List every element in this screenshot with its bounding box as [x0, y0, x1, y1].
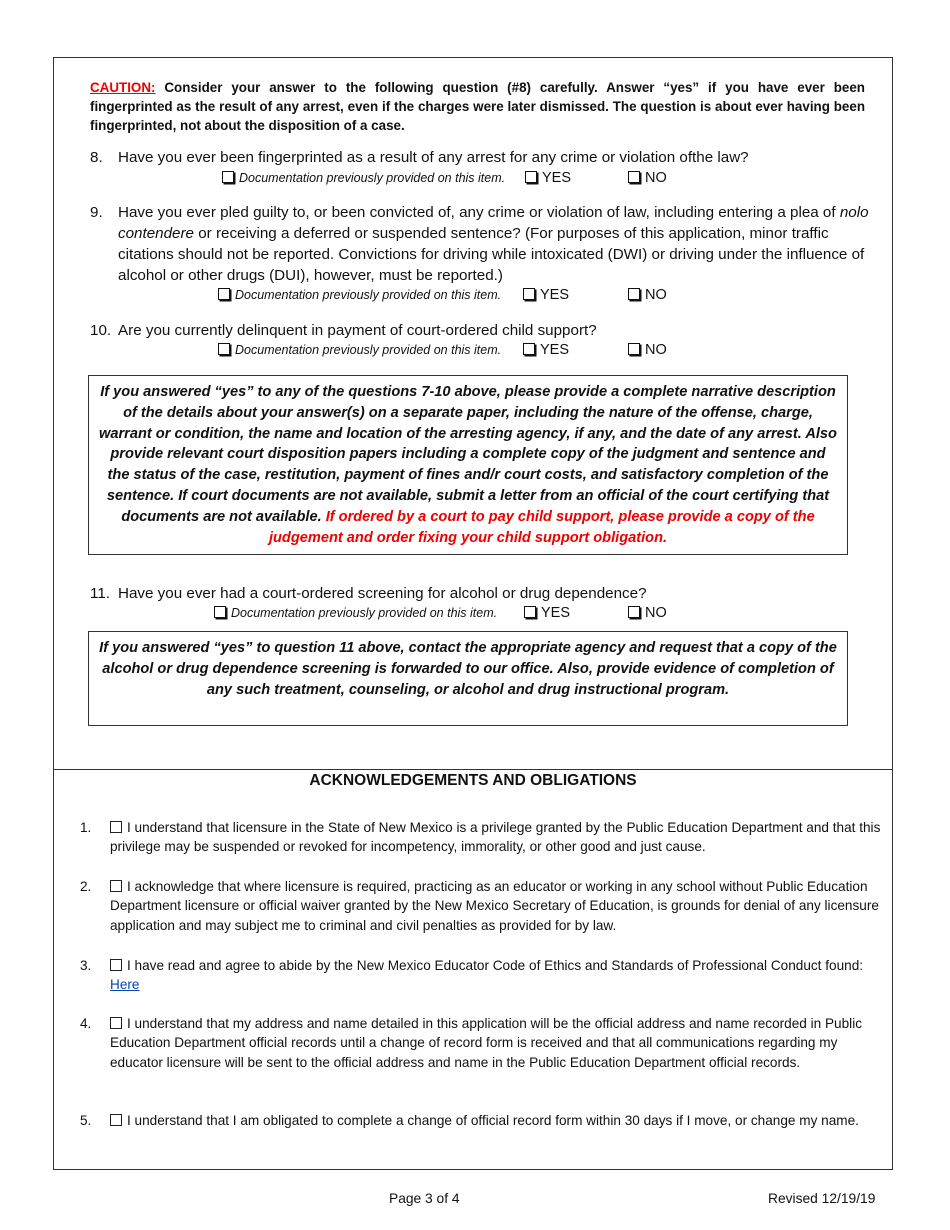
no-option[interactable]	[628, 285, 667, 305]
ack-text	[110, 1111, 892, 1130]
checkbox-icon[interactable]	[214, 606, 226, 618]
yes-option[interactable]	[524, 603, 570, 623]
question-text-italic: nolo contendere	[118, 204, 869, 242]
instruction-text: If you answered “yes” to question 11 above, contact the appropriate agency and request that a copy of the alcohol or drug dependence screening is forwarded to our office. Also, provide evidence of completion of any such treatment, counseling, or alcohol and drug instructional program.	[99, 640, 837, 698]
no-label: NO	[645, 605, 667, 621]
doc-provided-label: Documentation previously provided on this item.	[235, 343, 502, 357]
ack-number: 4.	[80, 1016, 92, 1031]
doc-provided-label: Documentation previously provided on this item.	[239, 171, 506, 185]
question-text	[118, 202, 870, 286]
caution-label: CAUTION:	[90, 80, 156, 95]
question-number: 8.	[90, 149, 103, 166]
ack-statement: I have read and agree to abide by the New Mexico Educator Code of Ethics and Standards of Professional Conduct found:	[127, 958, 864, 973]
code-of-ethics-link[interactable]: Here	[110, 977, 140, 993]
checkbox-icon[interactable]	[218, 343, 230, 355]
ack-number: 3.	[80, 958, 92, 973]
ack-text	[110, 877, 892, 935]
question-11-options	[214, 603, 674, 623]
yes-label: YES	[542, 170, 572, 186]
no-option[interactable]	[628, 603, 667, 623]
question-10-options	[218, 340, 678, 360]
question-8-options	[222, 168, 682, 188]
question-number: 11.	[90, 585, 110, 602]
instruction-text: If you answered “yes” to any of the questions 7-10 above, please provide a complete narrative description of the details about your answer(s) on a separate paper, including the nature of the offense, charge, warrant or condition, the name and location of the arresting agency, if any, and the date of any arrest. Also provide relevant court disposition papers including a complete copy of the judgment and sentence and the status of the case, restitution, payment of fines and/r court costs, and satisfactory completion of the sentence. If court documents are not available, submit a letter from an official of the court certifying that documents are not available.	[99, 384, 837, 525]
instruction-box-questions-7-10	[88, 375, 848, 555]
checkbox-icon[interactable]	[218, 288, 230, 300]
no-label: NO	[645, 287, 667, 303]
no-label: NO	[645, 170, 667, 186]
page-number: Page 3 of 4	[389, 1191, 460, 1206]
caution-text: Consider your answer to the following question (#8) carefully. Answer “yes” if you have ever been fingerprinted as the result of any arrest, even if the charges were later dismissed. The question is about ever having been fingerprinted, not about the disposition of a case.	[90, 80, 865, 133]
checkbox-icon[interactable]	[525, 171, 537, 183]
yes-option[interactable]	[525, 168, 571, 188]
ack-statement: I understand that I am obligated to complete a change of official record form within 30 days if I move, or change my name.	[127, 1113, 859, 1128]
checkbox-icon[interactable]	[628, 606, 640, 618]
yes-label: YES	[540, 287, 570, 303]
no-option[interactable]	[628, 340, 667, 360]
ack-statement: I understand that my address and name detailed in this application will be the official address and name recorded in Public Education Department official records until a change of record form is received and that all communications regarding my educator licensure will be sent to the official address and name in the Public Education Department official records.	[110, 1016, 863, 1070]
ack-statement: I understand that licensure in the State of New Mexico is a privilege granted by the Public Education Department and that this privilege may be suspended or revoked for incompetency, immorality, or other good and just cause.	[110, 820, 881, 855]
ack-text	[110, 818, 892, 857]
ack-checkbox[interactable]	[110, 1114, 122, 1126]
question-text: Are you currently delinquent in payment of court-ordered child support?	[118, 322, 597, 339]
checkbox-icon[interactable]	[628, 171, 640, 183]
doc-provided-option[interactable]	[222, 168, 505, 188]
yes-label: YES	[541, 605, 571, 621]
ack-number: 1.	[80, 820, 92, 835]
ack-checkbox[interactable]	[110, 1017, 122, 1029]
checkbox-icon[interactable]	[523, 288, 535, 300]
question-9-options	[218, 285, 678, 305]
ack-checkbox[interactable]	[110, 959, 122, 971]
checkbox-icon[interactable]	[523, 343, 535, 355]
ack-checkbox[interactable]	[110, 880, 122, 892]
checkbox-icon[interactable]	[222, 171, 234, 183]
doc-provided-label: Documentation previously provided on this item.	[235, 288, 502, 302]
doc-provided-option[interactable]	[218, 340, 501, 360]
question-text: Have you ever had a court-ordered screening for alcohol or drug dependence?	[118, 585, 647, 602]
question-text-part: Have you ever pled guilty to, or been convicted of, any crime or violation of law, including entering a plea of	[118, 204, 840, 221]
yes-label: YES	[540, 342, 570, 358]
ack-statement: I acknowledge that where licensure is required, practicing as an educator or working in any school without Public Education Department licensure or official waiver granted by the New Mexico Secretary of Education, is grounds for denial of any licensure application and may subject me to criminal and civil penalties as provided for by law.	[110, 879, 879, 933]
doc-provided-option[interactable]	[214, 603, 497, 623]
ack-text	[110, 956, 892, 995]
checkbox-icon[interactable]	[628, 343, 640, 355]
revision-date: Revised 12/19/19	[768, 1191, 876, 1206]
checkbox-icon[interactable]	[628, 288, 640, 300]
yes-option[interactable]	[523, 340, 569, 360]
ack-checkbox[interactable]	[110, 821, 122, 833]
no-label: NO	[645, 342, 667, 358]
no-option[interactable]	[628, 168, 667, 188]
doc-provided-label: Documentation previously provided on this item.	[231, 606, 498, 620]
doc-provided-option[interactable]	[218, 285, 501, 305]
caution-note	[90, 78, 865, 135]
question-number: 9.	[90, 204, 103, 221]
ack-text	[110, 1014, 892, 1072]
question-number: 10.	[90, 322, 112, 339]
instruction-box-question-11	[88, 631, 848, 726]
question-text: Have you ever been fingerprinted as a result of any arrest for any crime or violation ofthe law?	[118, 149, 749, 166]
ack-number: 5.	[80, 1113, 92, 1128]
section-divider	[53, 769, 893, 770]
child-support-instruction: If ordered by a court to pay child support, please provide a copy of the judgement and order fixing your child support obligation.	[268, 508, 815, 546]
ack-number: 2.	[80, 879, 92, 894]
question-text-part: or receiving a deferred or suspended sentence? (For purposes of this application, minor traffic citations should not be reported. Convictions for driving while intoxicated (DWI) or driving under the influence of alcohol or other drugs (DUI), however, must be reported.)	[118, 225, 865, 284]
section-heading: ACKNOWLEDGEMENTS AND OBLIGATIONS	[309, 772, 637, 789]
yes-option[interactable]	[523, 285, 569, 305]
checkbox-icon[interactable]	[524, 606, 536, 618]
